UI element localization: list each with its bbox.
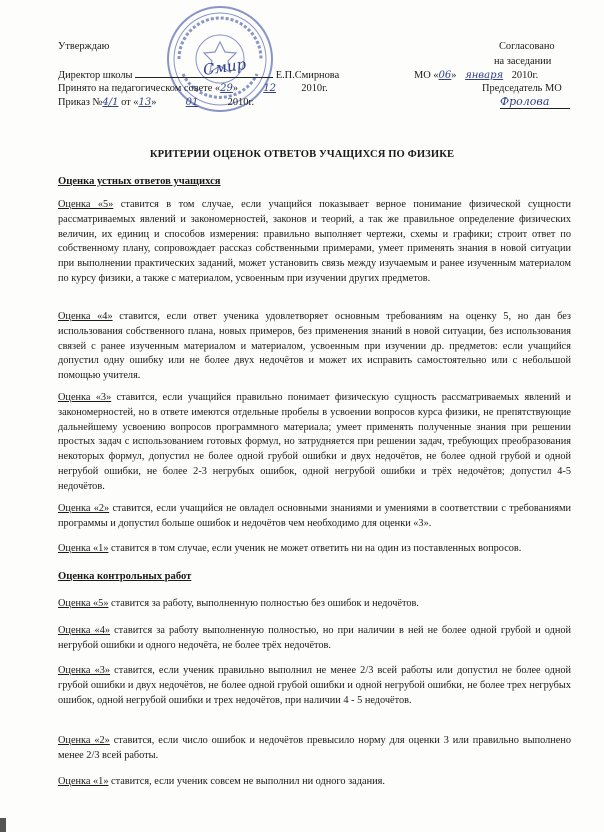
criteria-text: ставится за работу выполненную полностью, но при наличии в ней не более одной грубой и одной негрубой ошибки и одного недочёта, не более трёх недочётов. [58, 625, 571, 651]
criteria-test-1 [58, 775, 571, 790]
council-prefix: Принято на педагогическом совете « [58, 83, 221, 94]
criteria-text: ставится, если ученик совсем не выполнил ни одного задания. [108, 776, 385, 787]
section-heading-oral: Оценка устных ответов учащихся [58, 176, 221, 187]
chair-signature: Фролова [500, 95, 570, 109]
criteria-text: ставится, если ученик правильно выполнил не менее 2/3 всей работы или допустил не более одной грубой ошибки и двух недочётов, не более одной грубой ошибки и одной негрубой ошибки, не более трех негрубых ошибок, одной негрубой ошибки и трех недочётов, при наличии 4 - 5 недочётов. [58, 665, 571, 706]
criteria-text: ставится за работу, выполненную полностью без ошибок и недочётов. [108, 598, 419, 609]
criteria-oral-2 [58, 502, 571, 532]
mo-year: 2010г. [511, 70, 539, 81]
order-prefix: Приказ № [58, 97, 103, 108]
scan-edge-mark [0, 818, 6, 832]
order-year: 2010г. [227, 97, 255, 108]
grade-label: Оценка «1» [58, 776, 109, 787]
grade-label: Оценка «3» [58, 665, 111, 676]
grade-label: Оценка «4» [58, 311, 113, 322]
council-day: 29 [220, 83, 233, 94]
criteria-text: ставится, если учащийся не овладел основными знаниями и умениями в соответствии с требованиями программы и допустил больше ошибок и недочётов чем необходимо для оценки «3». [58, 503, 571, 529]
council-line: Принято на педагогическом совете «29» 12 2010г. [58, 83, 328, 94]
meeting-label: на заседании [494, 56, 552, 67]
order-from: от « [121, 97, 139, 108]
criteria-text: ставится в том случае, если учащийся показывает верное понимание физической сущности рассматриваемых явлений и закономерностей, законов и теорий, а так же правильное определение физических величин, их единиц и способов измерения: правильно выполняет чертежи, схемы и графики; строит ответ по собственному плану, сопровождает рассказ собственными примерами, умеет применять знания в новой ситуации при выполнении практических заданий, может установить связь между изучаемым и ранее изученным материалом по курсу физики, а также с материалом, усвоенным при изучении других предметов. [58, 199, 571, 284]
director-signature: Смир [201, 55, 248, 79]
grade-label: Оценка «3» [58, 392, 112, 403]
criteria-test-5 [58, 597, 571, 612]
order-day: 13 [138, 97, 152, 108]
agreed-label: Согласовано [499, 41, 555, 52]
grade-label: Оценка «4» [58, 625, 110, 636]
criteria-oral-1 [58, 542, 571, 557]
order-line: Приказ №4/1 от «13» 01 2010г. [58, 97, 255, 108]
grade-label: Оценка «5» [58, 199, 114, 210]
council-year: 2010г. [301, 83, 328, 94]
criteria-oral-3 [58, 391, 571, 495]
director-line [58, 69, 339, 83]
director-name: Е.П.Смирнова [275, 70, 340, 81]
criteria-oral-4 [58, 310, 571, 384]
mo-prefix: МО « [414, 70, 439, 81]
criteria-oral-5 [58, 198, 571, 287]
order-month: 01 [185, 97, 199, 108]
criteria-text: ставится в том случае, если ученик не может ответить ни на один из поставленных вопросов. [108, 543, 522, 554]
mo-day: 06 [438, 70, 452, 81]
section-heading-tests: Оценка контрольных работ [58, 571, 192, 582]
director-label: Директор школы [58, 70, 133, 81]
grade-label: Оценка «2» [58, 735, 110, 746]
grade-label: Оценка «1» [58, 543, 109, 554]
criteria-text: ставится, если ответ ученика удовлетворяет основным требованиям на оценку 5, но дан без использования собственного плана, новых примеров, без применения знаний в новой ситуации, без использования связей с ранее изученным материалом и материалом, усвоенным при изучении др. предметов: если учащийся допустил одну ошибку или не более двух недочётов и может их исправить самостоятельно или с небольшой помощью учителя. [58, 311, 571, 382]
criteria-text: ставится, если учащийся правильно понимает физическую сущность рассматриваемых явлений и закономерностей, но в ответе имеются отдельные пробелы в усвоении вопросов курса физики, не препятствующие дальнейшему усвоению вопросов программного материала; умеет применять полученные знания при решении простых задач с использованием готовых формул, но затрудняется при решении задач, требующих преобразования некоторых формул, допустил не более одной грубой ошибки и двух недочётов, не более одной грубой и одной негрубой ошибки, не более 2-3 негрубых ошибок, одной негрубой ошибки и трёх недочётов; допустил 4-5 недочётов. [58, 392, 571, 492]
chair-label: Председатель МО [482, 83, 562, 94]
criteria-test-4 [58, 624, 571, 654]
approve-label: Утверждаю [58, 41, 110, 52]
mo-month: января [465, 70, 504, 81]
document-title: КРИТЕРИИ ОЦЕНОК ОТВЕТОВ УЧАЩИХСЯ ПО ФИЗИКЕ [149, 149, 455, 160]
criteria-test-2 [58, 734, 571, 764]
criteria-text: ставится, если число ошибок и недочётов превысило норму для оценки 3 или правильно выполнено менее 2/3 всей работы. [58, 735, 571, 761]
criteria-test-3 [58, 664, 571, 708]
order-number: 4/1 [102, 97, 119, 108]
mo-line: МО «06» января 2010г. [414, 70, 539, 81]
grade-label: Оценка «5» [58, 598, 109, 609]
grade-label: Оценка «2» [58, 503, 110, 514]
council-month: 12 [263, 83, 277, 94]
